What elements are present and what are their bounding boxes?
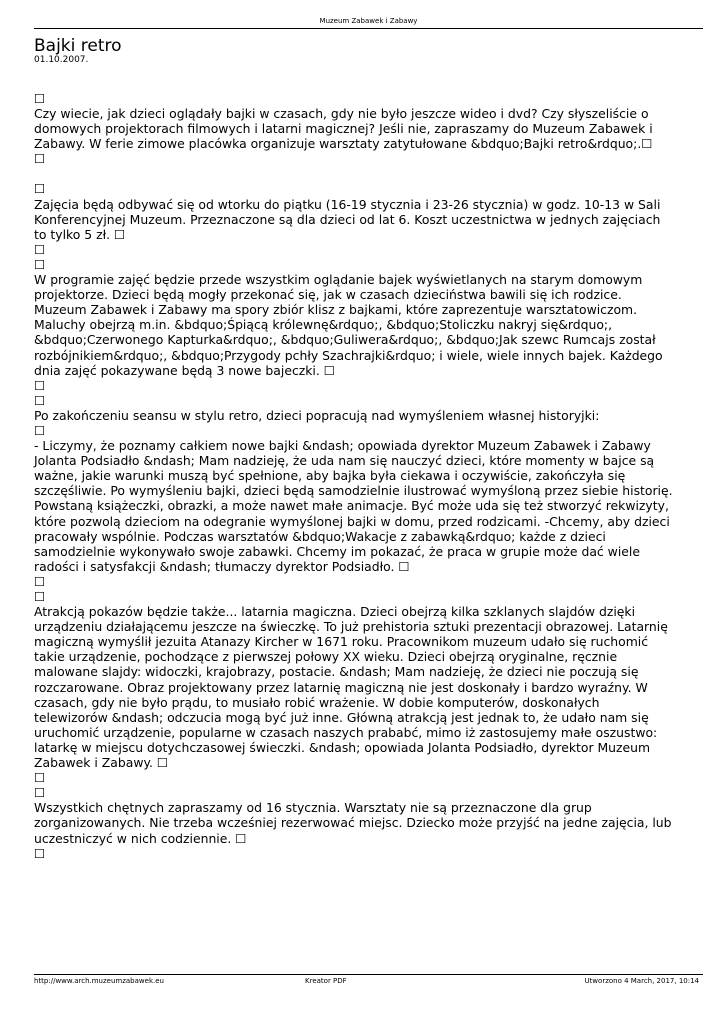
- footer-created-date: Utworzono 4 March, 2017, 10:14: [584, 977, 699, 985]
- article-paragraph: ☐ Zajęcia będą odbywać się od wtorku do piątku (16-19 stycznia i 23-26 stycznia) w godz. 10-13 w Sali Konferencyjnej Muzeum. Przeznaczone są dla dzieci od lat 6. Koszt uczestnictwa w jednych zajęciach to tylko 5 zł. ☐ ☐ ☐ W programie zajęć będzie przede wszystkim oglądanie bajek wyświetlanych na starym domowym projektorze. Dzieci będą mogły przekonać się, jak w czasach dzieciństwa bawili się ich rodzice. Muzeum Zabawek i Zabawy ma spory zbiór klisz z bajkami, które zaprezentuje warsztatowiczom. Maluchy obejrzą m.in. &bdquo;Śpiącą królewnę&rdquo;, &bdquo;Stoliczku nakryj się&rdquo;, &bdquo;Czerwonego Kapturka&rdquo;, &bdquo;Guliwera&rdquo;, &bdquo;Jak szewc Rumcajs został rozbójnikiem&rdquo;, &bdquo;Przygody pchły Szachrajki&rdquo; i wiele, wiele innych bajek. Każdego dnia zajęć pokazywane będą 3 nowe bajeczki. ☐ ☐ ☐ Po zakończeniu seansu w stylu retro, dzieci popracują nad wymyśleniem własnej historyjki: ☐ - Liczymy, że poznamy całkiem nowe bajki &ndash; opowiada dyrektor Muzeum Zabawek i Zabawy Jolanta Podsiadło &ndash; Mam nadzieję, że uda nam się nauczyć dzieci, które momenty w bajce są ważne, jakie warunki muszą być spełnione, aby bajka była ciekawa i oczywiście, zakończyła się szczęśliwie. Po wymyśleniu bajki, dzieci będą samodzielnie ilustrować wymyśloną przez siebie historię. Powstaną książeczki, obrazki, a może nawet małe animacje. Być może uda się też stworzyć rekwizyty, które pozwolą dzieciom na odegranie wymyślonej bajki w domu, przed rodzicami. -Chcemy, aby dzieci pracowały wspólnie. Podczas warsztatów &bdquo;Wakacje z zabawką&rdquo; każde z dzieci samodzielnie wykonywało swoje zabawki. Chcemy im pokazać, że praca w grupie może dać wiele radości i satysfakcji &ndash; tłumaczy dyrektor Podsiadło. ☐ ☐ ☐ Atrakcją pokazów będzie także... latarnia magiczna. Dzieci obejrzą kilka szklanych slajdów dzięki urządzeniu działającemu jeszcze na świeczkę. To już prehistoria sztuki prezentacji obrazowej. Latarnię magiczną wymyślił jezuita Atanazy Kircher w 1671 roku. Pracownikom muzeum udało się ruchomić takie urządzenie, pochodzące z pierwszej połowy XX wieku. Dzieci obejrzą oryginalne, ręcznie malowane slajdy: widoczki, krajobrazy, postacie. &ndash; Mam nadzieję, że dzieci nie poczują się rozczarowane. Obraz projektowany przez latarnię magiczną nie jest doskonały i bardzo wyraźny. W czasach, gdy nie było prądu, to musiało robić wrażenie. W dobie komputerów, doskonałych telewizorów &ndash; odczucia mogą być już inne. Główną atrakcją jest jednak to, że udało nam się uruchomić urządzenie, popularne w czasach naszych prababć, mimo iż zastosujemy małe oszustwo: latarkę w miejscu dotychczasowej świeczki. &ndash; opowiada Jolanta Podsiadło, dyrektor Muzeum Zabawek i Zabawy. ☐ ☐ ☐ Wszystkich chętnych zapraszamy od 16 stycznia. Warsztaty nie są przeznaczone dla grup zorganizowanych. Nie trzeba wcześniej rezerwować miejsc. Dziecko może przyjść na jedne zajęcia, lub uczestniczyć w nich codziennie. ☐ ☐: [34, 181, 673, 861]
- footer-url: http://www.arch.muzeumzabawek.eu: [34, 977, 164, 985]
- page-header-site-name: Muzeum Zabawek i Zabawy: [319, 17, 418, 25]
- footer-divider: [34, 974, 703, 975]
- header-divider: [34, 28, 703, 29]
- footer-generator: Kreator PDF: [305, 977, 347, 985]
- paragraph-spacer: [34, 166, 674, 181]
- article-body: [34, 91, 674, 861]
- article-date: 01.10.2007.: [34, 55, 89, 65]
- article-paragraph: ☐ Czy wiecie, jak dzieci oglądały bajki w czasach, gdy nie było jeszcze wideo i dvd? Czy słyszeliście o domowych projektorach filmowych i latarni magicznej? Jeśli nie, zapraszamy do Muzeum Zabawek i Zabawy. W ferie zimowe placówka organizuje warsztaty zatytułowane &bdquo;Bajki retro&rdquo;.☐ ☐: [34, 91, 653, 167]
- article-title: Bajki retro: [34, 36, 122, 56]
